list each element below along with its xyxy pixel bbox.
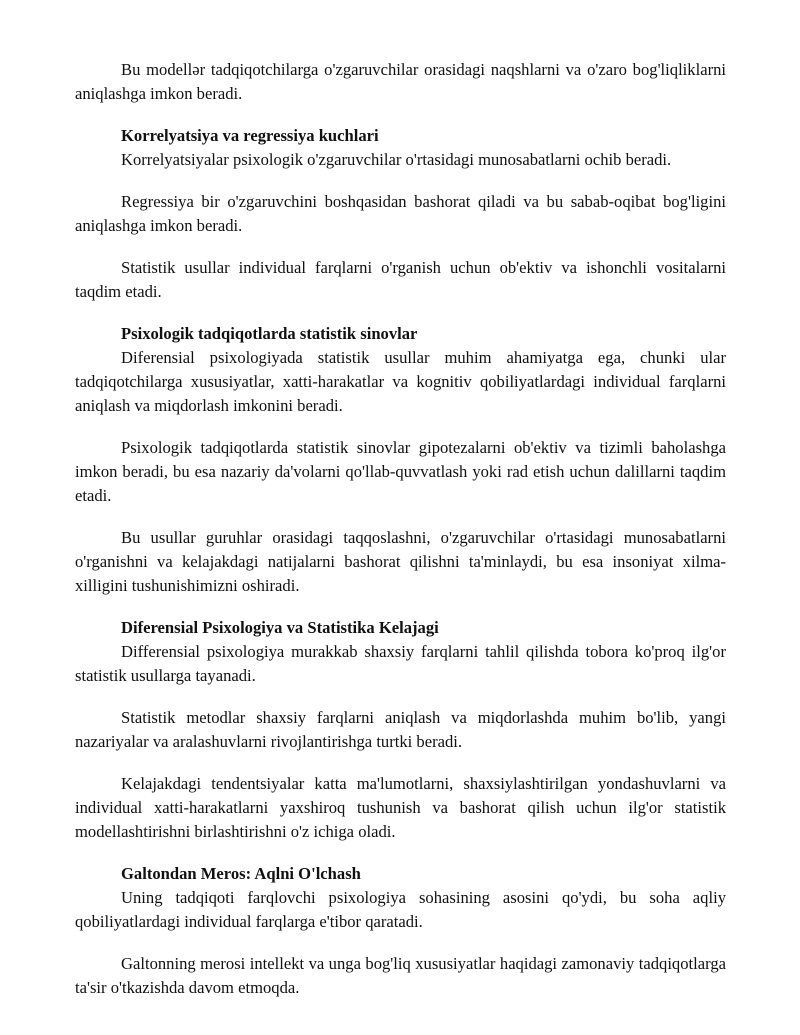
section-heading: Psixologik tadqiqotlarda statistik sinovlar: [121, 324, 418, 343]
paragraph: Diferensial psixologiyada statistik usullar muhim ahamiyatga ega, chunki ular tadqiqotchilarga xususiyatlar, xatti-harakatlar va kognitiv qobiliyatlardagi individual farqlarni aniqlash va miqdorlash imkonini beradi.: [75, 348, 726, 415]
section-heading: Diferensial Psixologiya va Statistika Kelajagi: [121, 618, 439, 637]
paragraph: Psixologik tadqiqotlarda statistik sinovlar gipotezalarni ob'ektiv va tizimli baholashga imkon beradi, bu esa nazariy da'volarni qo'llab-quvvatlash yoki rad etish uchun dalillarni taqdim etadi.: [75, 438, 726, 505]
paragraph: Uning tadqiqoti farqlovchi psixologiya sohasining asosini qo'ydi, bu soha aqliy qobiliyatlardagi individual farqlarga e'tibor qaratadi.: [75, 888, 726, 931]
section-statistical-tests: [75, 322, 726, 598]
document-page: [75, 58, 726, 1018]
paragraph: Kelajakdagi tendentsiyalar katta ma'lumotlarni, shaxsiylashtirilgan yondashuvlarni va individual xatti-harakatlarni yaxshiroq tushunish va bashorat qilish uchun ilg'or statistik modellashtirishni birlashtirishni o'z ichiga oladi.: [75, 774, 726, 841]
section-galton-legacy: [75, 862, 726, 1000]
paragraph: Differensial psixologiya murakkab shaxsiy farqlarni tahlil qilishda tobora ko'proq ilg'or statistik usullarga tayanadi.: [75, 642, 726, 685]
paragraph: Bu modellər tadqiqotchilarga o'zgaruvchilar orasidagi naqshlarni va o'zaro bog'liqliklarni aniqlashga imkon beradi.: [75, 60, 726, 103]
section-heading: Galtondan Meros: Aqlni O'lchash: [121, 864, 361, 883]
paragraph: Regressiya bir o'zgaruvchini boshqasidan bashorat qiladi va bu sabab-oqibat bog'ligini aniqlashga imkon beradi.: [75, 192, 726, 235]
paragraph: Galtonning merosi intellekt va unga bog'liq xususiyatlar haqidagi zamonaviy tadqiqotlarga ta'sir o'tkazishda davom etmoqda.: [75, 954, 726, 997]
section-future: [75, 616, 726, 844]
intro-section: [75, 58, 726, 106]
section-heading: Korrelyatsiya va regressiya kuchlari: [121, 126, 379, 145]
paragraph: Statistik metodlar shaxsiy farqlarni aniqlash va miqdorlashda muhim bo'lib, yangi nazariyalar va aralashuvlarni rivojlantirishga turtki beradi.: [75, 708, 726, 751]
paragraph: Statistik usullar individual farqlarni o'rganish uchun ob'ektiv va ishonchli vositalarni taqdim etadi.: [75, 258, 726, 301]
paragraph: Bu usullar guruhlar orasidagi taqqoslashni, o'zgaruvchilar o'rtasidagi munosabatlarni o'rganishni va kelajakdagi natijalarni bashorat qilishni ta'minlaydi, bu esa insoniyat xilma-xilligini tushunishimizni oshiradi.: [75, 528, 726, 595]
section-correlation-regression: [75, 124, 726, 304]
paragraph: Korrelyatsiyalar psixologik o'zgaruvchilar o'rtasidagi munosabatlarni ochib beradi.: [121, 150, 672, 169]
